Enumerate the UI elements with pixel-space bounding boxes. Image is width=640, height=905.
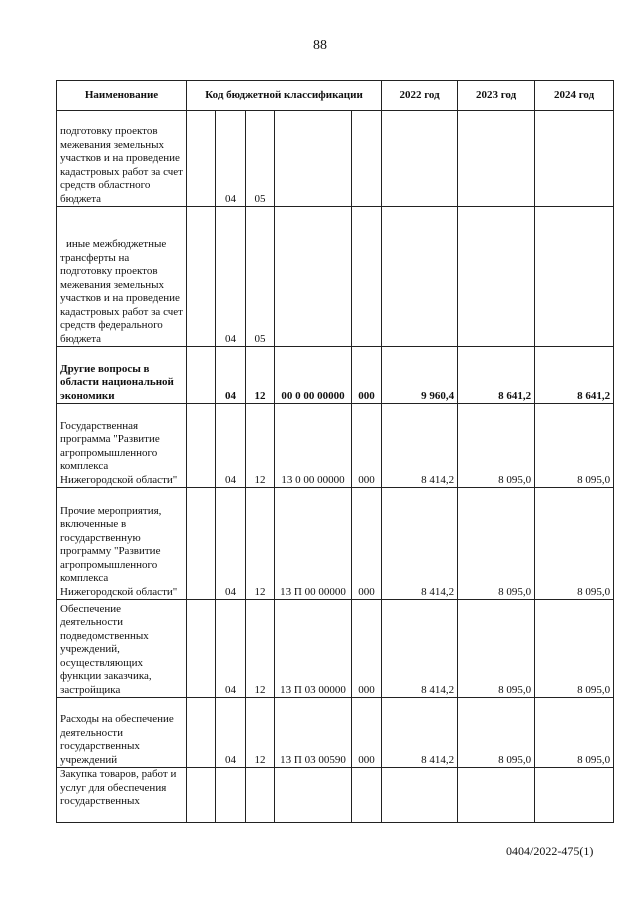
row-value-2023 [458,768,535,823]
row-name: Расходы на обеспечение деятельности государственных учреждений [57,698,187,768]
row-code-section: 04 [216,207,246,347]
row-code-subsection: 05 [246,111,275,207]
row-name: Закупка товаров, работ и услуг для обеспечения государственных [57,768,187,823]
row-code-1 [187,600,216,698]
row-code-target: 13 П 00 00000 [275,488,352,600]
row-value-2024 [535,207,614,347]
row-code-type [352,207,382,347]
row-value-2023: 8 095,0 [458,404,535,488]
row-value-2023 [458,111,535,207]
header-2022: 2022 год [382,81,458,111]
row-value-2024: 8 095,0 [535,600,614,698]
row-value-2022 [382,111,458,207]
table-row [57,488,614,600]
table-row [57,768,614,823]
row-code-target: 13 П 03 00590 [275,698,352,768]
row-code-section: 04 [216,698,246,768]
table-row [57,600,614,698]
row-code-subsection: 12 [246,600,275,698]
row-name: иные межбюджетные трансферты на подготовку проектов межевания земельных участков и на проведение кадастровых работ за счет средств федерального бюджета [57,207,187,347]
row-value-2022 [382,207,458,347]
row-value-2024 [535,111,614,207]
row-value-2023: 8 095,0 [458,600,535,698]
row-value-2023: 8 095,0 [458,488,535,600]
row-value-2022: 8 414,2 [382,698,458,768]
row-code-target [275,207,352,347]
page-number: 88 [313,38,327,53]
row-value-2024: 8 095,0 [535,488,614,600]
row-code-subsection: 12 [246,488,275,600]
row-code-target [275,111,352,207]
row-value-2024: 8 095,0 [535,404,614,488]
row-code-type: 000 [352,347,382,404]
table-row [57,404,614,488]
row-name: Государственная программа "Развитие агропромышленного комплекса Нижегородской области" [57,404,187,488]
row-code-subsection [246,768,275,823]
row-code-1 [187,404,216,488]
table-row [57,347,614,404]
budget-table [56,80,614,823]
row-code-section: 04 [216,111,246,207]
row-code-type: 000 [352,600,382,698]
row-name: Обеспечение деятельности подведомственных учреждений, осуществляющих функции заказчика, застройщика [57,600,187,698]
row-value-2022: 8 414,2 [382,404,458,488]
row-value-2024: 8 095,0 [535,698,614,768]
row-code-type [352,111,382,207]
table-row [57,698,614,768]
row-value-2024: 8 641,2 [535,347,614,404]
row-value-2022: 8 414,2 [382,600,458,698]
row-value-2022: 8 414,2 [382,488,458,600]
row-value-2023 [458,207,535,347]
row-code-1 [187,111,216,207]
row-code-1 [187,488,216,600]
table-row [57,111,614,207]
row-code-1 [187,768,216,823]
row-value-2023: 8 095,0 [458,698,535,768]
row-code-type: 000 [352,404,382,488]
row-code-section: 04 [216,600,246,698]
row-code-section: 04 [216,347,246,404]
header-name: Наименование [57,81,187,111]
header-2023: 2023 год [458,81,535,111]
row-code-target: 13 0 00 00000 [275,404,352,488]
row-code-target: 13 П 03 00000 [275,600,352,698]
row-code-section: 04 [216,404,246,488]
row-code-1 [187,347,216,404]
header-2024: 2024 год [535,81,614,111]
row-name: Другие вопросы в области национальной экономики [57,347,187,404]
row-code-type: 000 [352,698,382,768]
row-code-subsection: 12 [246,347,275,404]
row-code-target [275,768,352,823]
row-value-2023: 8 641,2 [458,347,535,404]
header-code: Код бюджетной классификации [187,81,382,111]
row-value-2022: 9 960,4 [382,347,458,404]
row-code-1 [187,698,216,768]
row-code-type: 000 [352,488,382,600]
row-code-target: 00 0 00 00000 [275,347,352,404]
row-code-1 [187,207,216,347]
table-row [57,207,614,347]
row-value-2022 [382,768,458,823]
row-code-section: 04 [216,488,246,600]
table-header-row [57,81,614,111]
row-code-subsection: 12 [246,698,275,768]
document-code: 0404/2022-475(1) [506,844,594,858]
row-name: Прочие мероприятия, включенные в государственную программу "Развитие агропромышленного комплекса Нижегородской области" [57,488,187,600]
row-code-subsection: 05 [246,207,275,347]
row-name: подготовку проектов межевания земельных участков и на проведение кадастровых работ за счет средств областного бюджета [57,111,187,207]
row-code-section [216,768,246,823]
row-code-subsection: 12 [246,404,275,488]
row-value-2024 [535,768,614,823]
row-code-type [352,768,382,823]
